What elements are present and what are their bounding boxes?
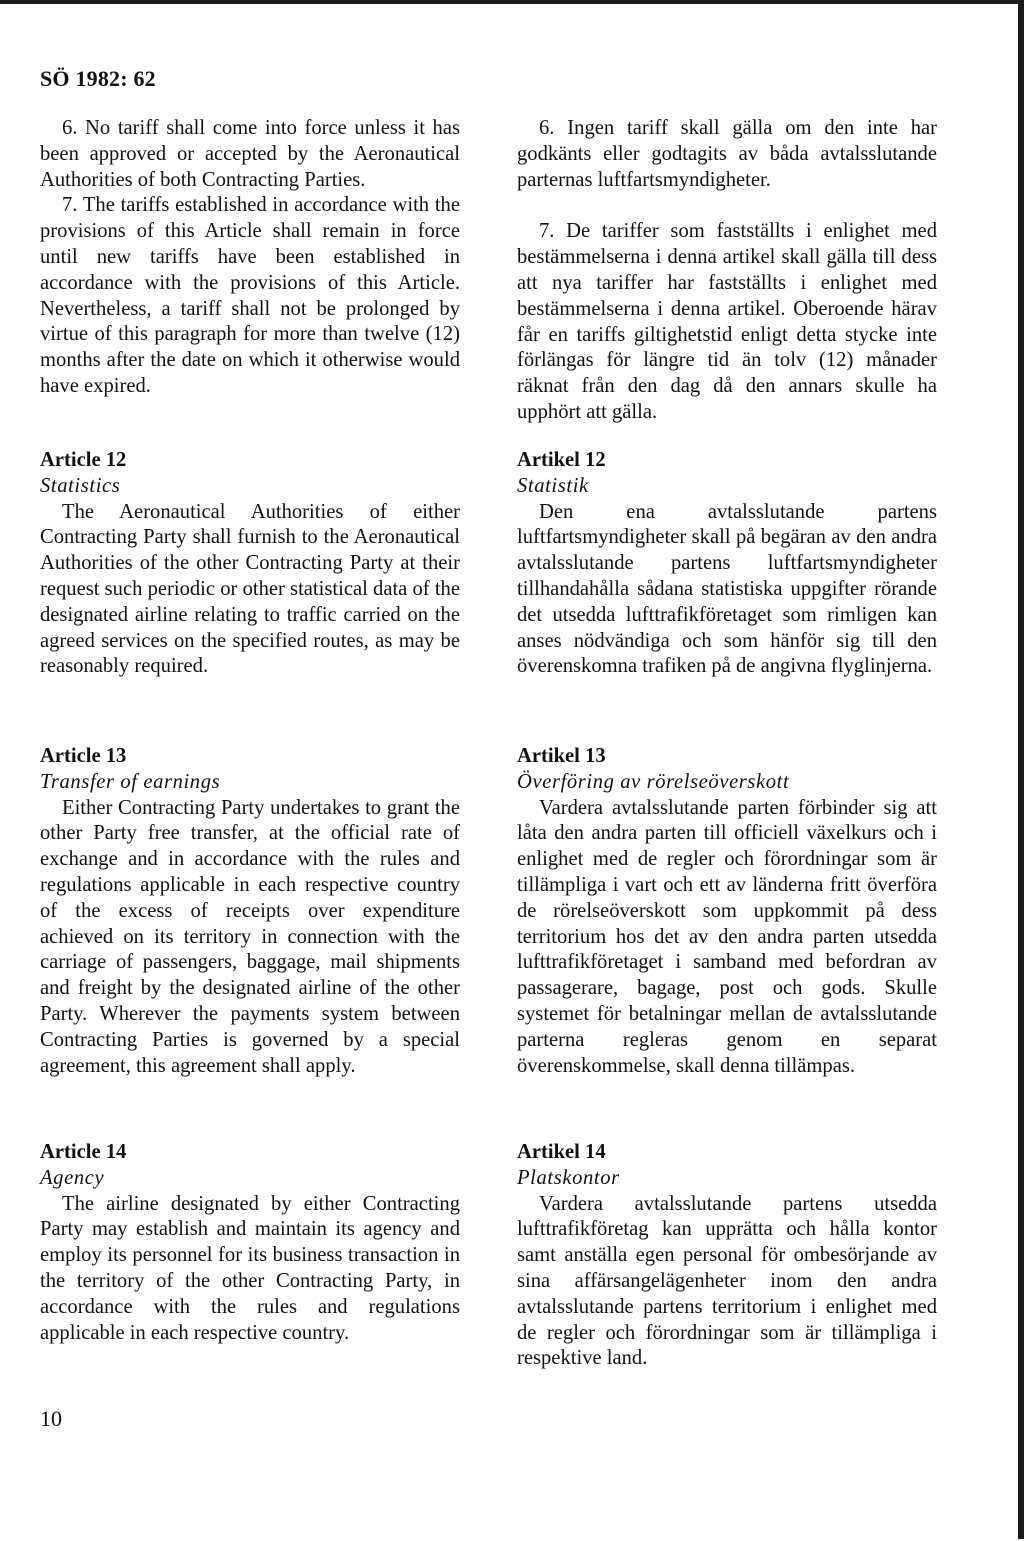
sv-article-13-title: Artikel 13 <box>517 745 606 767</box>
sv-tariff-paragraphs <box>517 116 937 426</box>
en-paragraph-7: 7. The tariffs established in accordance with the provisions of this Article shall remain in force until new tariffs have been established in accordance with the provisions of this Article. Nevertheless, a tariff shall not be prolonged by virtue of this paragraph for more than twelve (12) months after the date on which it otherwise would have expired. <box>40 194 460 397</box>
en-tariff-paragraphs <box>40 116 460 400</box>
sv-article-14-title: Artikel 14 <box>517 1141 606 1163</box>
en-article-13 <box>40 744 460 1079</box>
en-article-12-body: The Aeronautical Authorities of either Contracting Party shall furnish to the Aeronautical Authorities of the other Contracting Party at their request such periodic or other statistical data of the designated airline relating to traffic carried on the agreed services on the specified routes, as may be reasonably required. <box>40 500 460 678</box>
sv-article-12 <box>517 448 937 680</box>
en-article-13-title: Article 13 <box>40 745 127 767</box>
sv-article-12-body: Den ena avtalsslutande partens luftfartsmyndigheter skall på begäran av den andra avtalsslutande partens luftfartsmyndigheter tillhandahålla sådana statistiska uppgifter rörande det utsedda lufttrafikföretaget som rimligen kan anses nödvändiga och som hänför sig till den överenskomna trafiken på de angivna flyglinjerna. <box>517 500 937 678</box>
en-article-12 <box>40 448 460 680</box>
sv-paragraph-7: 7. De tariffer som fastställts i enlighet med bestämmelserna i denna artikel skall gälla till dess att nya tariffer har fastställts i enlighet med bestämmelserna i denna artikel. Oberoende härav får en tariffs giltighetstid enligt detta stycke inte förlängas för längre tid än tolv (12) månader räknat från den dag då den annars skulle ha upphört att gälla. <box>517 220 937 423</box>
sv-paragraph-6: 6. Ingen tariff skall gälla om den inte har godkänts eller godtagits av båda avtalsslutande parternas luftfartsmyndigheter. <box>517 117 937 191</box>
page-number: 10 <box>40 1406 62 1431</box>
sv-article-12-subtitle: Statistik <box>517 474 589 497</box>
sv-article-12-title: Artikel 12 <box>517 449 606 471</box>
en-article-14-body: The airline designated by either Contracting Party may establish and maintain its agency and employ its personnel for its business transaction in the territory of the other Contracting Party, in accordance with the rules and regulations applicable in each respective country. <box>40 1192 460 1344</box>
sv-article-14-subtitle: Platskontor <box>517 1166 620 1189</box>
sv-article-14 <box>517 1140 937 1372</box>
en-paragraph-6: 6. No tariff shall come into force unless it has been approved or accepted by the Aeronautical Authorities of both Contracting Parties. <box>40 117 460 191</box>
sv-article-13 <box>517 744 937 1079</box>
en-article-14 <box>40 1140 460 1346</box>
en-article-13-body: Either Contracting Party undertakes to grant the other Party free transfer, at the official rate of exchange and in accordance with the rules and regulations applicable in each respective country of the excess of receipts over expenditure achieved on its territory in connection with the carriage of passengers, baggage, mail shipments and freight by the designated airline of the other Party. Wherever the payments system between Contracting Parties is governed by a special agreement, this agreement shall apply. <box>40 796 460 1077</box>
en-article-13-subtitle: Transfer of earnings <box>40 770 221 793</box>
en-article-14-subtitle: Agency <box>40 1166 105 1189</box>
en-article-12-subtitle: Statistics <box>40 474 121 497</box>
sv-article-13-body: Vardera avtalsslutande parten förbinder sig att låta den andra parten till officiell växelkurs och i enlighet med de regler och förordningar som är tillämpliga i vart och ett av länderna fritt överföra de rörelseöverskott som uppkommit på dess territorium hos det av den andra parten utsedda lufttrafikföretaget i samband med befordran av passagerare, bagage, post och gods. Skulle systemet för betalningar mellan de avtalsslutande parterna regleras genom en separat överenskommelse, skall denna tillämpas. <box>517 796 937 1077</box>
en-article-14-title: Article 14 <box>40 1141 127 1163</box>
en-article-12-title: Article 12 <box>40 449 127 471</box>
document-reference: SÖ 1982: 62 <box>40 66 156 91</box>
sv-article-14-body: Vardera avtalsslutande partens utsedda lufttrafikföretag kan upprätta och hålla kontor samt anställa egen personal för ombesörjande av sina affärsangelägenheter inom den andra avtalsslutande partens territorium i enlighet med de regler och förordningar som är tillämpliga i respektive land. <box>517 1192 937 1370</box>
sv-article-13-subtitle: Överföring av rörelseöverskott <box>517 770 790 793</box>
